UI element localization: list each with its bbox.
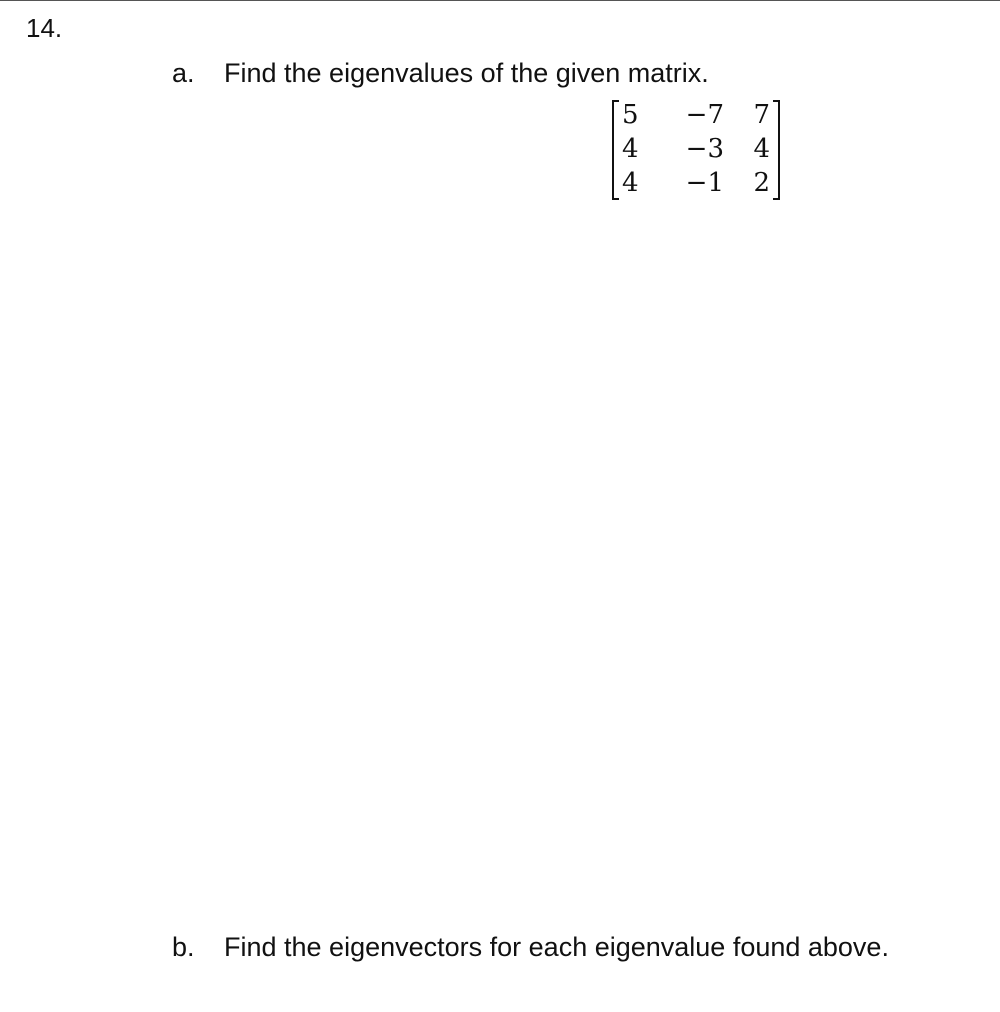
part-a-question <box>172 56 709 90</box>
matrix-entries <box>620 98 772 202</box>
matrix <box>612 98 780 202</box>
matrix-cell: 4 <box>753 134 770 164</box>
top-divider <box>0 0 1000 1</box>
matrix-left-bracket <box>612 100 619 200</box>
matrix-cell: 7 <box>753 100 770 130</box>
problem-number: 14. <box>26 13 63 43</box>
matrix-cell: −3 <box>685 134 724 164</box>
part-a-letter: a. <box>172 58 195 88</box>
matrix-cell: 2 <box>753 168 770 198</box>
matrix-cell: 5 <box>622 100 639 130</box>
matrix-cell: 4 <box>622 134 639 164</box>
part-b-question <box>172 930 889 964</box>
matrix-cell: 4 <box>622 168 639 198</box>
matrix-cell: −7 <box>685 100 724 130</box>
matrix-right-bracket <box>773 100 780 200</box>
matrix-cell: −1 <box>685 168 724 198</box>
part-b-letter: b. <box>172 932 195 962</box>
part-a-text: Find the eigenvalues of the given matrix. <box>224 58 709 88</box>
part-b-text: Find the eigenvectors for each eigenvalue found above. <box>224 932 889 962</box>
